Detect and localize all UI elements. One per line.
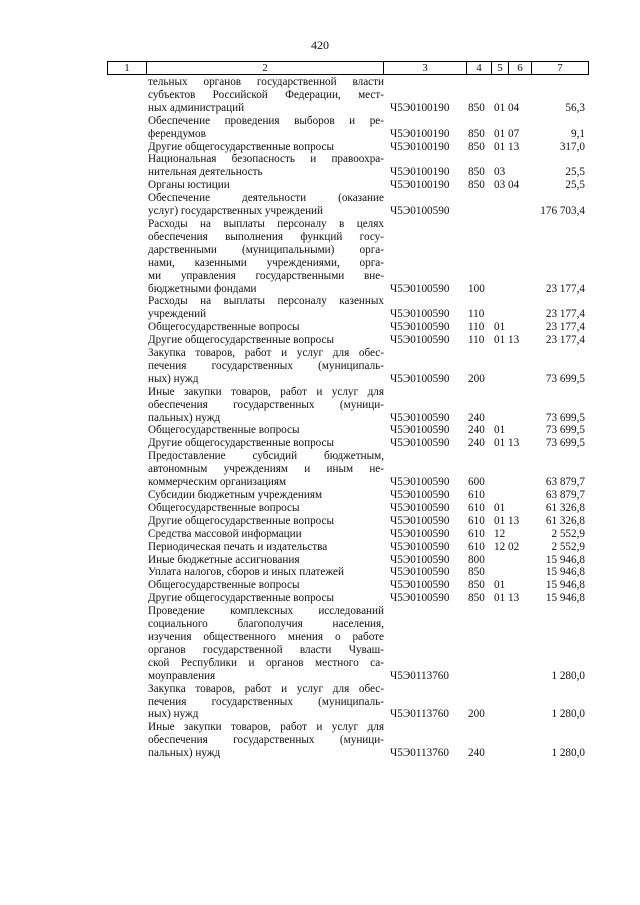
- description-line: Уплата налогов, сборов и иных платежей: [148, 566, 344, 579]
- cell-col1: [107, 502, 147, 515]
- description-line: Другие общегосударственные вопросы: [148, 140, 335, 153]
- cell-target-code: Ч5Э0100590: [390, 411, 450, 424]
- column-header-3: 3: [384, 62, 467, 75]
- column-header-6: 6: [509, 62, 532, 75]
- cell-col1: [107, 515, 147, 528]
- cell-description: [147, 502, 384, 515]
- cell-amount: 23 177,4: [545, 321, 585, 334]
- cell-col1: [107, 295, 147, 321]
- cell-col1: [107, 437, 147, 450]
- description-line: пальных) нужд: [148, 747, 221, 760]
- cell-subsection: 13: [508, 140, 520, 153]
- cell-expense-type: 850: [468, 179, 485, 192]
- description-line: Периодическая печать и издательства: [148, 540, 328, 553]
- cell-section: 12: [494, 527, 506, 540]
- cell-col1: [107, 450, 147, 489]
- description-line: Расходы на выплаты персоналу в целях: [148, 217, 384, 230]
- table-row: [107, 605, 585, 682]
- description-line: изучения общественного мнения о работе: [148, 630, 384, 643]
- cell-target-code: Ч5Э0100590: [390, 476, 450, 489]
- table-row: [107, 683, 585, 722]
- cell-target-code: Ч5Э0100590: [390, 372, 450, 385]
- description-line: ской Республики и органов местного са-: [148, 656, 384, 669]
- description-line: Другие общегосударственные вопросы: [148, 514, 335, 527]
- cell-section: 01: [494, 127, 506, 140]
- cell-description: [147, 334, 384, 347]
- cell-col1: [107, 605, 147, 682]
- cell-col1: [107, 528, 147, 541]
- description-line: Другие общегосударственные вопросы: [148, 334, 335, 347]
- description-line: Другие общегосударственные вопросы: [148, 592, 335, 605]
- description-line: нительная деятельность: [148, 166, 263, 179]
- cell-target-code: Ч5Э0100590: [390, 592, 450, 605]
- cell-amount: 1 280,0: [551, 708, 585, 721]
- cell-description: [147, 592, 384, 605]
- cell-expense-type: 850: [468, 566, 485, 579]
- cell-description: [147, 192, 384, 218]
- table-row: [107, 192, 585, 218]
- table-row: [107, 541, 585, 554]
- cell-description: [147, 295, 384, 321]
- description-line: обеспечения государственных (муници-: [148, 734, 384, 747]
- description-line: нами, казенными учреждениями, орга-: [148, 256, 384, 269]
- description-line: дарственными (муниципальными) орга-: [148, 243, 384, 256]
- table-row: [107, 76, 585, 115]
- cell-amount: 15 946,8: [545, 566, 585, 579]
- cell-amount: 23 177,4: [545, 282, 585, 295]
- description-line: Национальная безопасность и правоохра-: [148, 153, 384, 166]
- cell-subsection: 13: [508, 592, 520, 605]
- cell-amount: 23 177,4: [545, 334, 585, 347]
- cell-target-code: Ч5Э0100190: [390, 101, 450, 114]
- table-row: [107, 502, 585, 515]
- cell-subsection: 02: [508, 540, 520, 553]
- description-line: обеспечения выполнения функций госу-: [148, 230, 384, 243]
- cell-col1: [107, 179, 147, 192]
- description-line: Органы юстиции: [148, 179, 230, 192]
- description-line: Предоставление субсидий бюджетным,: [148, 450, 384, 463]
- description-line: Общегосударственные вопросы: [148, 501, 300, 514]
- cell-description: [147, 347, 384, 386]
- cell-expense-type: 110: [468, 308, 485, 321]
- cell-expense-type: 110: [468, 321, 485, 334]
- cell-target-code: Ч5Э0100590: [390, 579, 450, 592]
- cell-description: [147, 566, 384, 579]
- cell-description: [147, 321, 384, 334]
- cell-expense-type: 610: [468, 501, 485, 514]
- cell-target-code: Ч5Э0113760: [390, 747, 449, 760]
- cell-description: [147, 683, 384, 722]
- cell-col1: [107, 592, 147, 605]
- column-header-5: 5: [492, 62, 509, 75]
- table-row: [107, 347, 585, 386]
- cell-target-code: Ч5Э0113760: [390, 669, 449, 682]
- description-line: Субсидии бюджетным учреждениям: [148, 489, 323, 501]
- table-row: [107, 115, 585, 141]
- cell-expense-type: 110: [468, 334, 485, 347]
- cell-section: 03: [494, 179, 506, 192]
- cell-expense-type: 850: [468, 101, 485, 114]
- cell-description: [147, 115, 384, 141]
- cell-col1: [107, 566, 147, 579]
- cell-expense-type: 610: [468, 489, 485, 501]
- cell-expense-type: 850: [468, 592, 485, 605]
- table-row: [107, 515, 585, 528]
- description-line: ферендумов: [148, 127, 206, 140]
- description-line: Общегосударственные вопросы: [148, 321, 300, 334]
- cell-section: 01: [494, 424, 506, 437]
- cell-section: 01: [494, 140, 506, 153]
- cell-target-code: Ч5Э0100190: [390, 127, 450, 140]
- cell-col1: [107, 554, 147, 567]
- cell-description: [147, 605, 384, 682]
- column-header-row: [108, 62, 589, 75]
- description-line: ных администраций: [148, 101, 245, 114]
- cell-subsection: 13: [508, 334, 520, 347]
- cell-col1: [107, 489, 147, 502]
- table-row: [107, 179, 585, 192]
- cell-target-code: Ч5Э0100590: [390, 566, 450, 579]
- cell-amount: 23 177,4: [545, 308, 585, 321]
- table-row: [107, 489, 585, 502]
- cell-expense-type: 850: [468, 166, 485, 179]
- description-line: Закупка товаров, работ и услуг для обес-: [148, 682, 384, 695]
- description-line: Проведение комплексных исследований: [148, 605, 384, 618]
- cell-target-code: Ч5Э0100590: [390, 540, 450, 553]
- cell-section: 01: [494, 437, 506, 450]
- cell-description: [147, 179, 384, 192]
- cell-expense-type: 850: [468, 140, 485, 153]
- cell-section: 01: [494, 321, 506, 334]
- cell-amount: 56,3: [565, 101, 585, 114]
- table-row: [107, 721, 585, 760]
- cell-col1: [107, 153, 147, 179]
- description-line: ных) нужд: [148, 372, 199, 385]
- description-line: Иные бюджетные ассигнования: [148, 553, 300, 566]
- cell-target-code: Ч5Э0100190: [390, 166, 450, 179]
- cell-amount: 15 946,8: [545, 579, 585, 592]
- cell-target-code: Ч5Э0100590: [390, 553, 450, 566]
- cell-expense-type: 800: [468, 553, 485, 566]
- table-row: [107, 386, 585, 425]
- cell-amount: 73 699,5: [545, 411, 585, 424]
- cell-description: [147, 76, 384, 115]
- description-line: тельных органов государственной власти: [148, 76, 384, 88]
- cell-section: 01: [494, 334, 506, 347]
- description-line: Средства массовой информации: [148, 527, 302, 540]
- cell-amount: 63 879,7: [545, 489, 585, 501]
- cell-expense-type: 850: [468, 579, 485, 592]
- cell-description: [147, 721, 384, 760]
- cell-amount: 25,5: [565, 179, 585, 192]
- cell-col1: [107, 386, 147, 425]
- cell-col1: [107, 115, 147, 141]
- cell-amount: 25,5: [565, 166, 585, 179]
- cell-section: 01: [494, 501, 506, 514]
- cell-amount: 73 699,5: [545, 424, 585, 437]
- cell-section: 12: [494, 540, 506, 553]
- description-line: Обеспечение проведения выборов и ре-: [148, 114, 384, 127]
- cell-description: [147, 450, 384, 489]
- cell-col1: [107, 579, 147, 592]
- cell-subsection: 13: [508, 437, 520, 450]
- description-line: Закупка товаров, работ и услуг для обес-: [148, 347, 384, 360]
- cell-col1: [107, 192, 147, 218]
- cell-expense-type: 100: [468, 282, 485, 295]
- table-row: [107, 528, 585, 541]
- cell-section: 01: [494, 101, 506, 114]
- table-row: [107, 218, 585, 295]
- cell-expense-type: 200: [468, 708, 485, 721]
- table-row: [107, 141, 585, 154]
- cell-amount: 176 703,4: [540, 205, 585, 218]
- description-line: органов государственной власти Чуваш-: [148, 643, 384, 656]
- cell-expense-type: 240: [468, 747, 485, 760]
- cell-amount: 73 699,5: [545, 372, 585, 385]
- cell-col1: [107, 76, 147, 115]
- description-line: бюджетными фондами: [148, 282, 257, 295]
- cell-target-code: Ч5Э0100190: [390, 179, 450, 192]
- cell-description: [147, 153, 384, 179]
- description-line: печения государственных (муниципаль-: [148, 695, 384, 708]
- description-line: Иные закупки товаров, работ и услуг для: [148, 385, 384, 398]
- cell-col1: [107, 721, 147, 760]
- cell-description: [147, 489, 384, 502]
- cell-description: [147, 554, 384, 567]
- cell-expense-type: 850: [468, 127, 485, 140]
- description-line: Другие общегосударственные вопросы: [148, 437, 335, 450]
- cell-expense-type: 610: [468, 527, 485, 540]
- cell-subsection: 07: [508, 127, 520, 140]
- cell-amount: 15 946,8: [545, 553, 585, 566]
- cell-description: [147, 528, 384, 541]
- column-header-table: [107, 61, 589, 75]
- cell-target-code: Ч5Э0100190: [390, 140, 450, 153]
- cell-description: [147, 541, 384, 554]
- column-header-7: 7: [532, 62, 589, 75]
- cell-section: 01: [494, 592, 506, 605]
- cell-target-code: Ч5Э0100590: [390, 437, 450, 450]
- description-line: Иные закупки товаров, работ и услуг для: [148, 721, 384, 734]
- budget-table-body: [107, 76, 585, 760]
- cell-amount: 9,1: [571, 127, 585, 140]
- cell-col1: [107, 141, 147, 154]
- cell-subsection: 04: [508, 179, 520, 192]
- cell-subsection: 13: [508, 514, 520, 527]
- cell-col1: [107, 218, 147, 295]
- description-line: Общегосударственные вопросы: [148, 579, 300, 592]
- description-line: субъектов Российской Федерации, мест-: [148, 88, 384, 101]
- description-line: Расходы на выплаты персоналу казенных: [148, 295, 384, 308]
- cell-col1: [107, 424, 147, 437]
- cell-description: [147, 579, 384, 592]
- cell-target-code: Ч5Э0100590: [390, 527, 450, 540]
- cell-expense-type: 610: [468, 540, 485, 553]
- page-number: 420: [311, 38, 329, 52]
- cell-subsection: 04: [508, 101, 520, 114]
- cell-amount: 1 280,0: [551, 669, 585, 682]
- cell-section: 03: [494, 166, 506, 179]
- column-header-2: 2: [147, 62, 384, 75]
- description-line: Общегосударственные вопросы: [148, 424, 300, 437]
- cell-target-code: Ч5Э0100590: [390, 282, 450, 295]
- cell-expense-type: 240: [468, 437, 485, 450]
- cell-amount: 61 326,8: [545, 501, 585, 514]
- cell-amount: 15 946,8: [545, 592, 585, 605]
- cell-col1: [107, 321, 147, 334]
- cell-description: [147, 424, 384, 437]
- cell-amount: 63 879,7: [545, 476, 585, 489]
- description-line: ми управления государственными вне-: [148, 269, 384, 282]
- cell-target-code: Ч5Э0100590: [390, 308, 450, 321]
- description-line: учреждений: [148, 308, 207, 321]
- column-header-1: 1: [108, 62, 147, 75]
- cell-description: [147, 141, 384, 154]
- description-line: моуправления: [148, 669, 216, 682]
- cell-target-code: Ч5Э0100590: [390, 321, 450, 334]
- description-line: социального благополучия населения,: [148, 618, 384, 631]
- cell-amount: 1 280,0: [551, 747, 585, 760]
- table-row: [107, 592, 585, 605]
- cell-section: 01: [494, 579, 506, 592]
- cell-amount: 61 326,8: [545, 514, 585, 527]
- description-line: автономным учреждениям и иным не-: [148, 463, 384, 476]
- table-row: [107, 295, 585, 321]
- cell-expense-type: 240: [468, 424, 485, 437]
- cell-col1: [107, 334, 147, 347]
- table-row: [107, 450, 585, 489]
- cell-amount: 2 552,9: [551, 540, 585, 553]
- table-row: [107, 153, 585, 179]
- cell-description: [147, 218, 384, 295]
- cell-target-code: Ч5Э0100590: [390, 424, 450, 437]
- cell-amount: 73 699,5: [545, 437, 585, 450]
- cell-col1: [107, 683, 147, 722]
- description-line: услуг) государственных учреждений: [148, 205, 324, 218]
- cell-expense-type: 610: [468, 514, 485, 527]
- cell-target-code: Ч5Э0100590: [390, 514, 450, 527]
- table-row: [107, 579, 585, 592]
- description-line: коммерческим организациям: [148, 476, 287, 489]
- cell-col1: [107, 541, 147, 554]
- description-line: ных) нужд: [148, 708, 199, 721]
- description-line: печения государственных (муниципаль-: [148, 359, 384, 372]
- table-row: [107, 554, 585, 567]
- cell-amount: 317,0: [559, 140, 585, 153]
- cell-target-code: Ч5Э0100590: [390, 501, 450, 514]
- table-row: [107, 437, 585, 450]
- description-line: Обеспечение деятельности (оказание: [148, 192, 384, 205]
- cell-target-code: Ч5Э0100590: [390, 334, 450, 347]
- cell-target-code: Ч5Э0100590: [390, 205, 450, 218]
- cell-section: 01: [494, 514, 506, 527]
- cell-target-code: Ч5Э0113760: [390, 708, 449, 721]
- table-row: [107, 334, 585, 347]
- cell-expense-type: 240: [468, 411, 485, 424]
- cell-description: [147, 515, 384, 528]
- description-line: обеспечения государственных (муници-: [148, 398, 384, 411]
- cell-amount: 2 552,9: [551, 527, 585, 540]
- cell-target-code: Ч5Э0100590: [390, 489, 450, 501]
- table-row: [107, 321, 585, 334]
- cell-description: [147, 386, 384, 425]
- table-row: [107, 566, 585, 579]
- cell-expense-type: 200: [468, 372, 485, 385]
- cell-expense-type: 600: [468, 476, 485, 489]
- column-header-4: 4: [467, 62, 492, 75]
- cell-col1: [107, 347, 147, 386]
- table-row: [107, 424, 585, 437]
- description-line: пальных) нужд: [148, 411, 221, 424]
- cell-description: [147, 437, 384, 450]
